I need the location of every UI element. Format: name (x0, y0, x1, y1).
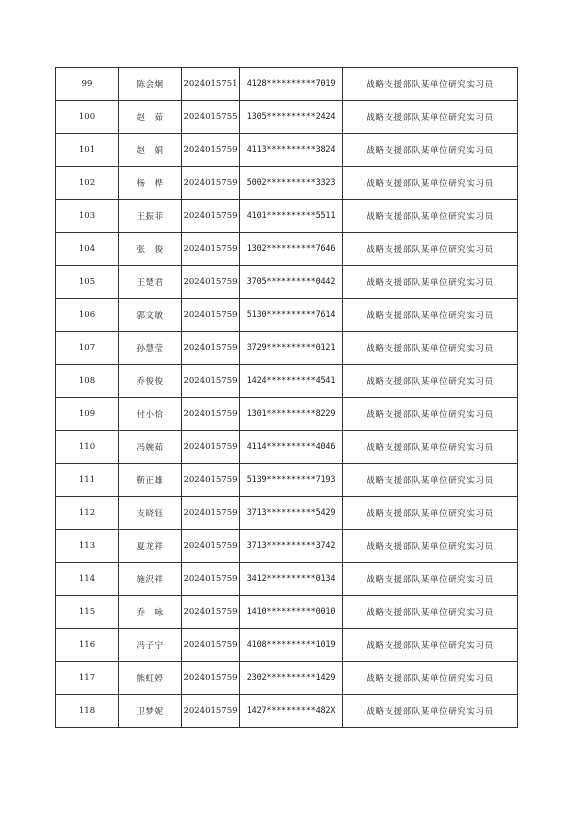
id-number-cell: 2302**********1429 (240, 662, 343, 695)
position-cell: 战略支援部队某单位研究实习员 (343, 695, 518, 728)
position-cell: 战略支援部队某单位研究实习员 (343, 233, 518, 266)
id-number-cell: 1301**********8229 (240, 398, 343, 431)
exam-number-cell: 2024015759 (182, 431, 240, 464)
row-number-cell: 102 (56, 167, 119, 200)
name-cell: 冯子宁 (119, 629, 182, 662)
id-number-cell: 1410**********0010 (240, 596, 343, 629)
name-cell: 卫梦妮 (119, 695, 182, 728)
position-cell: 战略支援部队某单位研究实习员 (343, 266, 518, 299)
name-cell: 郭文敏 (119, 299, 182, 332)
position-cell: 战略支援部队某单位研究实习员 (343, 563, 518, 596)
id-number-cell: 5130**********7614 (240, 299, 343, 332)
id-number-cell: 1302**********7646 (240, 233, 343, 266)
name-cell: 王楚君 (119, 266, 182, 299)
exam-number-cell: 2024015759 (182, 464, 240, 497)
table-row (56, 101, 518, 134)
table-row (56, 629, 518, 662)
row-number-cell: 112 (56, 497, 119, 530)
position-cell: 战略支援部队某单位研究实习员 (343, 464, 518, 497)
position-cell: 战略支援部队某单位研究实习员 (343, 101, 518, 134)
row-number-cell: 116 (56, 629, 119, 662)
table-row (56, 266, 518, 299)
name-cell: 赵 茹 (119, 101, 182, 134)
row-number-cell: 104 (56, 233, 119, 266)
row-number-cell: 111 (56, 464, 119, 497)
position-cell: 战略支援部队某单位研究实习员 (343, 431, 518, 464)
row-number-cell: 105 (56, 266, 119, 299)
name-cell: 陈会炯 (119, 68, 182, 101)
name-cell: 乔 咏 (119, 596, 182, 629)
exam-number-cell: 2024015759 (182, 365, 240, 398)
exam-number-cell: 2024015759 (182, 134, 240, 167)
position-cell: 战略支援部队某单位研究实习员 (343, 365, 518, 398)
table-row (56, 497, 518, 530)
position-cell: 战略支援部队某单位研究实习员 (343, 134, 518, 167)
table-row (56, 596, 518, 629)
table-row (56, 431, 518, 464)
name-cell: 乔俊俊 (119, 365, 182, 398)
name-cell: 熊虹婷 (119, 662, 182, 695)
exam-number-cell: 2024015759 (182, 233, 240, 266)
name-cell: 付小恰 (119, 398, 182, 431)
position-cell: 战略支援部队某单位研究实习员 (343, 497, 518, 530)
exam-number-cell: 2024015759 (182, 167, 240, 200)
id-number-cell: 1424**********4541 (240, 365, 343, 398)
table-row (56, 398, 518, 431)
name-cell: 赵 娟 (119, 134, 182, 167)
exam-number-cell: 2024015759 (182, 530, 240, 563)
id-number-cell: 3729**********0121 (240, 332, 343, 365)
table-row (56, 695, 518, 728)
position-cell: 战略支援部队某单位研究实习员 (343, 530, 518, 563)
exam-number-cell: 2024015759 (182, 629, 240, 662)
table-row (56, 662, 518, 695)
name-cell: 孙慧莹 (119, 332, 182, 365)
table-row (56, 563, 518, 596)
name-cell: 杨 桦 (119, 167, 182, 200)
row-number-cell: 107 (56, 332, 119, 365)
row-number-cell: 99 (56, 68, 119, 101)
roster-table-body (56, 68, 518, 728)
exam-number-cell: 2024015759 (182, 200, 240, 233)
exam-number-cell: 2024015759 (182, 695, 240, 728)
row-number-cell: 101 (56, 134, 119, 167)
name-cell: 支晓钰 (119, 497, 182, 530)
exam-number-cell: 2024015759 (182, 332, 240, 365)
row-number-cell: 118 (56, 695, 119, 728)
table-row (56, 530, 518, 563)
row-number-cell: 108 (56, 365, 119, 398)
row-number-cell: 113 (56, 530, 119, 563)
id-number-cell: 5139**********7193 (240, 464, 343, 497)
table-row (56, 365, 518, 398)
name-cell: 夏龙祥 (119, 530, 182, 563)
table-row (56, 233, 518, 266)
table-row (56, 167, 518, 200)
exam-number-cell: 2024015755 (182, 101, 240, 134)
position-cell: 战略支援部队某单位研究实习员 (343, 398, 518, 431)
id-number-cell: 4128**********7019 (240, 68, 343, 101)
name-cell: 张 俊 (119, 233, 182, 266)
table-row (56, 332, 518, 365)
id-number-cell: 4114**********4046 (240, 431, 343, 464)
id-number-cell: 1427**********482X (240, 695, 343, 728)
position-cell: 战略支援部队某单位研究实习员 (343, 167, 518, 200)
row-number-cell: 103 (56, 200, 119, 233)
id-number-cell: 3412**********0134 (240, 563, 343, 596)
table-row (56, 299, 518, 332)
table-row (56, 464, 518, 497)
exam-number-cell: 2024015759 (182, 563, 240, 596)
name-cell: 施沢祥 (119, 563, 182, 596)
exam-number-cell: 2024015759 (182, 596, 240, 629)
id-number-cell: 5002**********3323 (240, 167, 343, 200)
row-number-cell: 106 (56, 299, 119, 332)
exam-number-cell: 2024015759 (182, 662, 240, 695)
row-number-cell: 109 (56, 398, 119, 431)
position-cell: 战略支援部队某单位研究实习员 (343, 68, 518, 101)
position-cell: 战略支援部队某单位研究实习员 (343, 596, 518, 629)
id-number-cell: 1305**********2424 (240, 101, 343, 134)
row-number-cell: 117 (56, 662, 119, 695)
position-cell: 战略支援部队某单位研究实习员 (343, 629, 518, 662)
id-number-cell: 3713**********3742 (240, 530, 343, 563)
position-cell: 战略支援部队某单位研究实习员 (343, 662, 518, 695)
id-number-cell: 4108**********1019 (240, 629, 343, 662)
id-number-cell: 3713**********5429 (240, 497, 343, 530)
exam-number-cell: 2024015759 (182, 266, 240, 299)
id-number-cell: 3705**********0442 (240, 266, 343, 299)
roster-table (55, 67, 518, 728)
position-cell: 战略支援部队某单位研究实习员 (343, 299, 518, 332)
table-row (56, 134, 518, 167)
table-row (56, 68, 518, 101)
position-cell: 战略支援部队某单位研究实习员 (343, 332, 518, 365)
row-number-cell: 115 (56, 596, 119, 629)
name-cell: 冯婉茹 (119, 431, 182, 464)
id-number-cell: 4101**********5511 (240, 200, 343, 233)
exam-number-cell: 2024015759 (182, 497, 240, 530)
name-cell: 王振菲 (119, 200, 182, 233)
row-number-cell: 100 (56, 101, 119, 134)
table-row (56, 200, 518, 233)
row-number-cell: 114 (56, 563, 119, 596)
exam-number-cell: 2024015751 (182, 68, 240, 101)
id-number-cell: 4113**********3824 (240, 134, 343, 167)
row-number-cell: 110 (56, 431, 119, 464)
position-cell: 战略支援部队某单位研究实习员 (343, 200, 518, 233)
name-cell: 靳正雄 (119, 464, 182, 497)
exam-number-cell: 2024015759 (182, 398, 240, 431)
exam-number-cell: 2024015759 (182, 299, 240, 332)
